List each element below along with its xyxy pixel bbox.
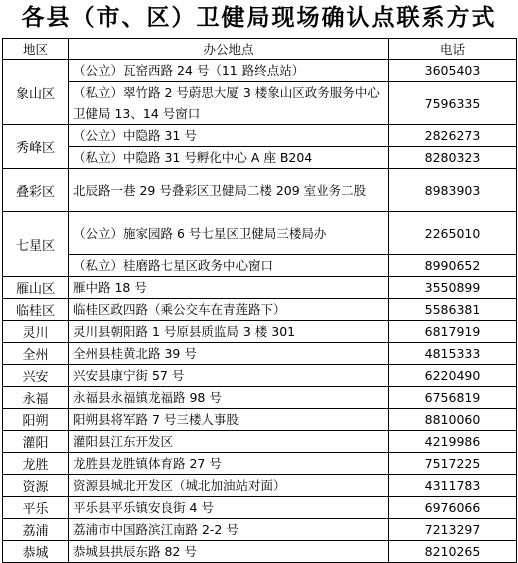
phone-cell: 3550899 bbox=[389, 277, 517, 299]
address-cell: 阳朔县将军路 7 号三楼人事股 bbox=[69, 409, 389, 431]
table-row bbox=[3, 387, 517, 409]
address-cell: （公立）中隐路 31 号 bbox=[69, 125, 389, 147]
address-cell: （私立）中隐路 31 号孵化中心 A 座 B204 bbox=[69, 147, 389, 169]
phone-cell: 6976066 bbox=[389, 497, 517, 519]
district-cell: 阳朔 bbox=[3, 409, 69, 431]
phone-cell: 7213297 bbox=[389, 519, 517, 541]
table-row bbox=[3, 541, 517, 563]
address-cell: 雁中路 18 号 bbox=[69, 277, 389, 299]
district-cell: 荔浦 bbox=[3, 519, 69, 541]
table-row bbox=[3, 60, 517, 82]
phone-cell: 7517225 bbox=[389, 453, 517, 475]
address-cell: 灵川县朝阳路 1 号原县质监局 3 楼 301 bbox=[69, 321, 389, 343]
district-cell: 龙胜 bbox=[3, 453, 69, 475]
district-cell: 秀峰区 bbox=[3, 125, 69, 169]
address-cell: （私立）桂磨路七星区政务中心窗口 bbox=[69, 255, 389, 277]
address-cell: 兴安县康宁街 57 号 bbox=[69, 365, 389, 387]
header-district: 地区 bbox=[3, 39, 69, 60]
table-row bbox=[3, 125, 517, 147]
header-phone: 电话 bbox=[389, 39, 517, 60]
table-row bbox=[3, 409, 517, 431]
table-row bbox=[3, 147, 517, 169]
phone-cell: 4311783 bbox=[389, 475, 517, 497]
table-row bbox=[3, 453, 517, 475]
district-cell: 七星区 bbox=[3, 212, 69, 277]
table-row bbox=[3, 475, 517, 497]
phone-cell: 2265010 bbox=[389, 212, 517, 255]
district-cell: 叠彩区 bbox=[3, 169, 69, 212]
district-cell: 兴安 bbox=[3, 365, 69, 387]
phone-cell: 6220490 bbox=[389, 365, 517, 387]
table-row bbox=[3, 519, 517, 541]
address-cell: 灌阳县江东开发区 bbox=[69, 431, 389, 453]
address-cell: 龙胜县龙胜镇体育路 27 号 bbox=[69, 453, 389, 475]
district-cell: 永福 bbox=[3, 387, 69, 409]
table-row bbox=[3, 255, 517, 277]
page-title: 各县（市、区）卫健局现场确认点联系方式 bbox=[21, 5, 497, 31]
phone-cell: 2826273 bbox=[389, 125, 517, 147]
table-row bbox=[3, 299, 517, 321]
phone-cell: 4219986 bbox=[389, 431, 517, 453]
table-row bbox=[3, 497, 517, 519]
address-cell: 资源县城北开发区（城北加油站对面） bbox=[69, 475, 389, 497]
phone-cell: 8210265 bbox=[389, 541, 517, 563]
address-cell: （公立）瓦窑西路 24 号（11 路终点站） bbox=[69, 60, 389, 82]
district-cell: 灌阳 bbox=[3, 431, 69, 453]
table-row bbox=[3, 343, 517, 365]
district-cell: 临桂区 bbox=[3, 299, 69, 321]
district-cell: 全州 bbox=[3, 343, 69, 365]
table-row bbox=[3, 277, 517, 299]
district-cell: 象山区 bbox=[3, 60, 69, 125]
address-cell: 全州县桂黄北路 39 号 bbox=[69, 343, 389, 365]
table-row bbox=[3, 431, 517, 453]
district-cell: 雁山区 bbox=[3, 277, 69, 299]
district-cell: 灵川 bbox=[3, 321, 69, 343]
phone-cell: 8810060 bbox=[389, 409, 517, 431]
phone-cell: 8983903 bbox=[389, 169, 517, 212]
district-cell: 平乐 bbox=[3, 497, 69, 519]
address-cell: 荔浦市中国路滨江南路 2-2 号 bbox=[69, 519, 389, 541]
phone-cell: 8990652 bbox=[389, 255, 517, 277]
address-cell: 北辰路一巷 29 号叠彩区卫健局二楼 209 室业务二股 bbox=[69, 169, 389, 212]
address-cell: 临桂区政四路（乘公交车在青莲路下） bbox=[69, 299, 389, 321]
phone-cell: 4815333 bbox=[389, 343, 517, 365]
table-row bbox=[3, 321, 517, 343]
district-cell: 资源 bbox=[3, 475, 69, 497]
address-cell: 恭城县拱辰东路 82 号 bbox=[69, 541, 389, 563]
phone-cell: 6756819 bbox=[389, 387, 517, 409]
phone-cell: 7596335 bbox=[389, 82, 517, 125]
district-cell: 恭城 bbox=[3, 541, 69, 563]
phone-cell: 6817919 bbox=[389, 321, 517, 343]
phone-cell: 3605403 bbox=[389, 60, 517, 82]
address-cell: 永福县永福镇龙福路 98 号 bbox=[69, 387, 389, 409]
address-cell: （公立）施家园路 6 号七星区卫健局三楼局办 bbox=[69, 212, 389, 255]
table-row bbox=[3, 365, 517, 387]
address-cell: 平乐县平乐镇安良街 4 号 bbox=[69, 497, 389, 519]
header-address: 办公地点 bbox=[69, 39, 389, 60]
table-row bbox=[3, 212, 517, 255]
table-header-row bbox=[3, 39, 517, 60]
table-row bbox=[3, 169, 517, 212]
table-row bbox=[3, 82, 517, 125]
address-cell: （私立）翠竹路 2 号蔚思大厦 3 楼象山区政务服务中心卫健局 13、14 号窗口 bbox=[69, 82, 389, 125]
contact-table bbox=[2, 38, 517, 563]
phone-cell: 5586381 bbox=[389, 299, 517, 321]
phone-cell: 8280323 bbox=[389, 147, 517, 169]
